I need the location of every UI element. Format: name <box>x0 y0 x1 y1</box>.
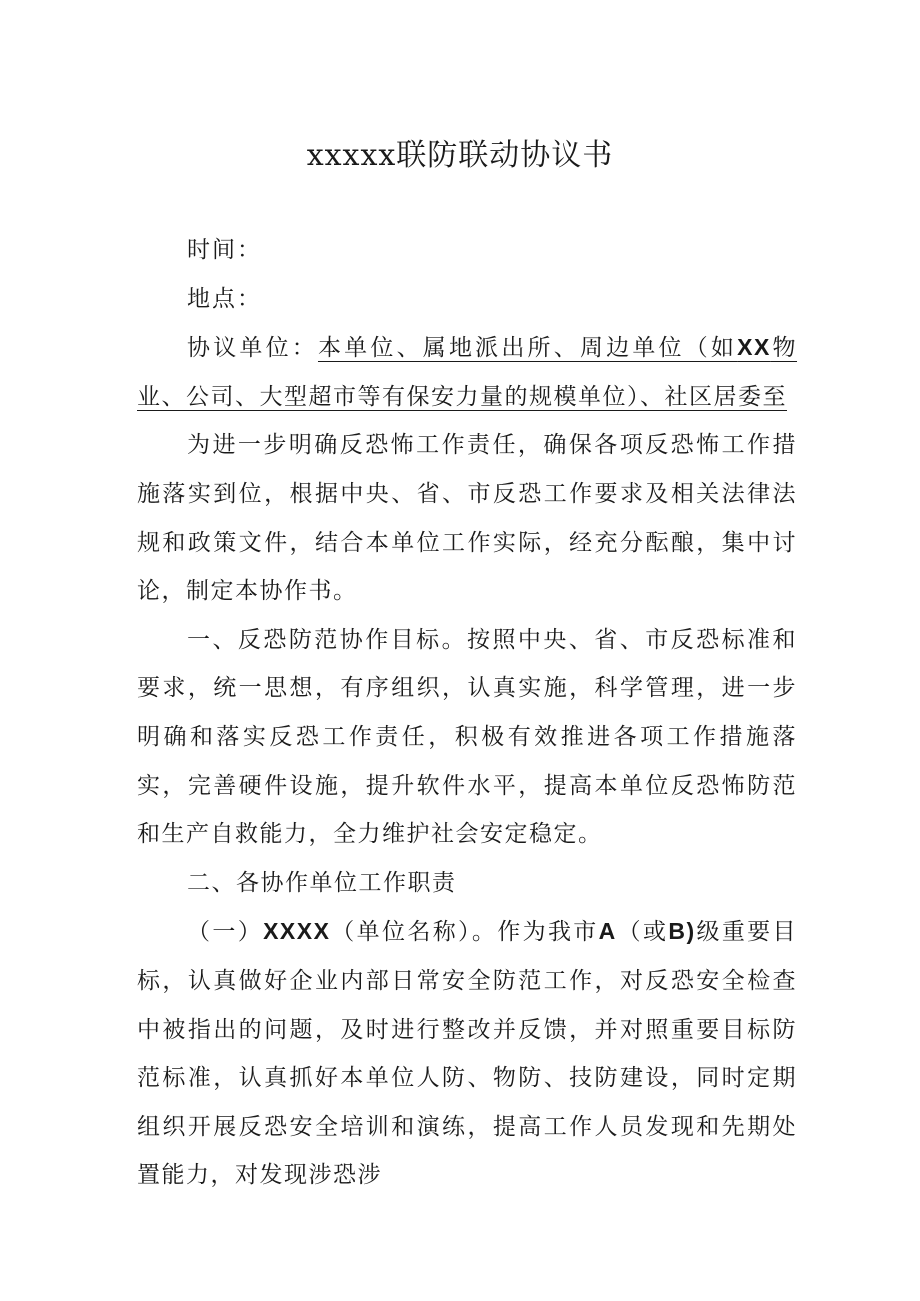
subsection1-prefix: （一） <box>187 919 264 946</box>
parties-label: 协议单位： <box>187 335 318 362</box>
parties-paragraph <box>137 323 797 421</box>
intro-paragraph: 为进一步明确反恐怖工作责任，确保各项反恐怖工作措施落实到位，根据中央、省、市反恐工作要求及相关法律法规和政策文件，结合本单位工作实际，经充分酝酿，集中讨论，制定本协作书。 <box>137 432 797 605</box>
parties-text-after: 物业、公司、大型超市等有保安力量的规模单位）、社区居委至 <box>137 335 798 410</box>
subsection1-text: 级重要目标，认真做好企业内部日常安全防范工作，对反恐安全检查中被指出的问题，及时进行整改并反馈，并对照重要目标防范标准，认真抓好本单位人防、物防、技防建设，同时定期组织开展反恐安全培训和演练，提高工作人员发现和先期处置能力，对发现涉恐涉 <box>137 919 798 1189</box>
subsection1-level-mid: （或 <box>616 919 669 946</box>
subsection1-unit-note: （单位名称）。作为我市 <box>330 919 599 946</box>
subsection1-level-b: B) <box>668 918 696 945</box>
subsection1-unit-bold: XXXX <box>263 918 331 945</box>
subsection1-level-a: A <box>598 918 617 945</box>
time-line: 时间： <box>187 237 262 263</box>
parties-text-before: 本单位、属地派出所、周边单位（如 <box>317 335 738 362</box>
parties-bold-placeholder: XX <box>737 334 771 361</box>
place-line: 地点： <box>187 285 262 312</box>
section1-paragraph: 一、反恐防范协作目标。按照中央、省、市反恐标准和要求，统一思想，有序组织，认真实施，科学管理，进一步明确和落实反恐工作责任，积极有效推进各项工作措施落实，完善硬件设施，提升软件水平，提高本单位反恐怖防范和生产自救能力，全力维护社会安定稳定。 <box>137 626 797 848</box>
document-title: xxxxx联防联动协议书 <box>306 138 614 173</box>
section2-heading: 二、各协作单位工作职责 <box>187 869 457 896</box>
subsection1-paragraph <box>137 907 797 1200</box>
document-body <box>137 226 797 1200</box>
